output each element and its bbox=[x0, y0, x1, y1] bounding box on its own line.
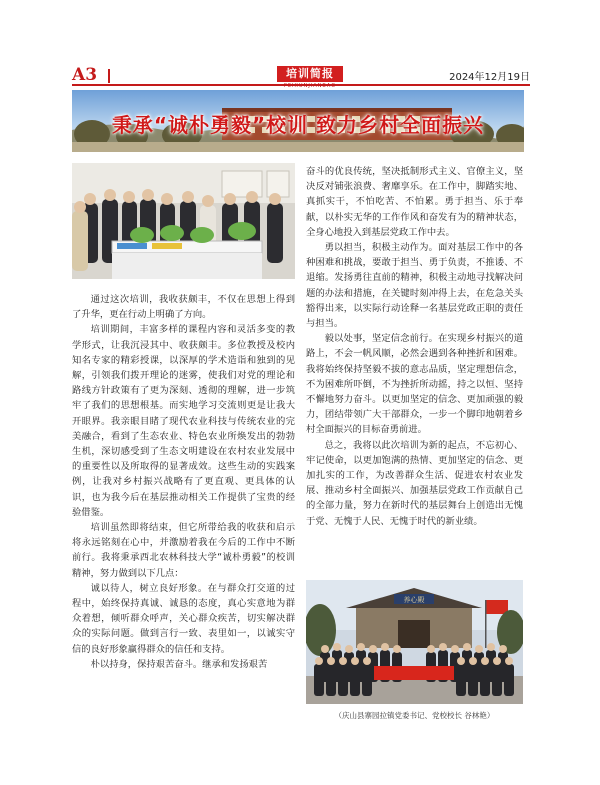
page-number-divider bbox=[108, 69, 110, 83]
headline-title: 秉承“诚朴勇毅”校训 致力乡村全面振兴 bbox=[111, 113, 485, 137]
paragraph: 诚以待人，树立良好形象。在与群众打交道的过程中，始终保持真诚、诚恳的态度，真心实意地为群众着想，倾听群众呼声，关心群众疾苦，切实解决群众的实际问题。做到言行一致、表里如一，以诚实守信的良好形象赢得群众的信任和支持。 bbox=[72, 582, 295, 655]
lab-visit-image bbox=[72, 163, 295, 279]
paragraph: 毅以处事，坚定信念前行。在实现乡村振兴的道路上，不会一帆风顺，必然会遇到各种挫折和困难。我将始终保持坚毅不拔的意志品质，坚定理想信念，不为困难所吓倒，不为挫折所动摇，持之以恒、坚持不懈地努力奋斗。以更加坚定的信念、更加顽强的毅力，团结带领广大干部群众，一步一个脚印地朝着乡村全面振兴的目标奋勇前进。 bbox=[306, 333, 523, 436]
paragraph: 勇以担当，积极主动作为。面对基层工作中的各种困难和挑战，要敢于担当、勇于负责，不推诿、不退缩。发扬勇往直前的精神，积极主动地寻找解决问题的办法和措施，在关键时刻冲得上去，在危急关头豁得出来，以实际行动诠释一名基层党政正职的责任与担当。 bbox=[306, 242, 523, 330]
page-number: A3 bbox=[72, 65, 98, 85]
masthead-title: 培训简报 bbox=[277, 66, 343, 82]
group-photo bbox=[306, 580, 523, 704]
paragraph: 培训期间，丰富多样的课程内容和灵活多变的教学形式，让我沉浸其中、收获颇丰。多位教授及校内知名专家的精彩授课，以深厚的学术造诣和独到的见解，引领我们拨开理论的迷雾，使我们对党的理论和路线方针政策有了更为深刻、透彻的理解，进一步筑牢了我们的思想根基。而实地学习交流则更是让我大开眼界。我亲眼目睹了现代农业科技与传统农业的完美融合，看到了生态农业、特色农业所焕发出的勃勃生机，深切感受到了生态文明建设在农村农业发展中的重要性以及所取得的显著成效。这些生动的实践案例，让我对乡村振兴战略有了更直观、更具体的认识，也为我今后在基层推动相关工作提供了宝贵的经验借鉴。 bbox=[72, 324, 295, 518]
paragraph: 总之，我将以此次培训为新的起点，不忘初心、牢记使命，以更加饱满的热情、更加坚定的信念、更加扎实的工作，为改善群众生活、促进农村农业发展、推动乡村全面振兴、加强基层党政工作贡献自己的全部力量，努力在新时代的基层舞台上创造出无愧于党、无愧于人民、无愧于时代的新业绩。 bbox=[306, 439, 523, 527]
masthead-subtitle: PEIXUNJIANBAO bbox=[283, 83, 337, 89]
page-header bbox=[72, 65, 530, 89]
training-visit-photo bbox=[72, 163, 295, 279]
group-photo-image bbox=[306, 580, 523, 704]
article-column-left bbox=[72, 292, 295, 672]
paragraph: 培训虽然即将结束，但它所带给我的收获和启示将永远铭刻在心中，并激励着我在今后的工作中不断前行。我将秉承西北农林科技大学“诚朴勇毅”的校训精神，努力做到以下几点： bbox=[72, 522, 295, 579]
photo-caption: （庆山县寨园拉镇党委书记、党校校长 谷林艳） bbox=[334, 711, 495, 720]
paragraph: 通过这次培训，我收获颇丰，不仅在思想上得到了升华，更在行动上明确了方向。 bbox=[72, 294, 295, 321]
paragraph-continued: 奋斗的优良传统，坚决抵制形式主义、官僚主义，坚决反对铺张浪费、奢靡享乐。在工作中，脚踏实地、真抓实干，不怕吃苦、不怕累。勇于担当、乐于奉献，以朴实无华的工作作风和奋发有为的精神状态，全身心地投入到基层党政工作中去。 bbox=[306, 166, 523, 238]
issue-date: 2024年12月19日 bbox=[449, 72, 530, 83]
paragraph: 朴以持身，保持艰苦奋斗。继承和发扬艰苦 bbox=[90, 658, 268, 670]
article-column-right bbox=[306, 164, 523, 529]
gate-sign: 养心殿 bbox=[403, 596, 425, 604]
headline-banner bbox=[72, 90, 524, 152]
